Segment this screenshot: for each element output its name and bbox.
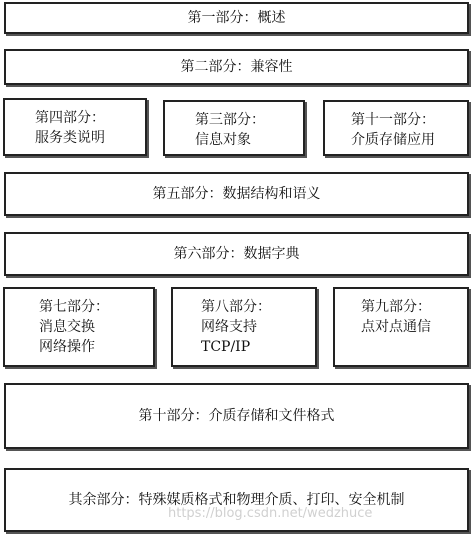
part9-desc: 点对点通信 (361, 319, 431, 335)
part9-point-to-point-box (333, 287, 469, 367)
watermark: https://blog.csdn.net/wedzhuce (168, 506, 373, 521)
part6-data-dictionary-box (4, 232, 469, 276)
part10-label: 第十部分：介质存储和文件格式 (138, 408, 335, 424)
part11-title: 第十一部分： (351, 112, 435, 128)
part7-desc-2: 网络操作 (39, 339, 95, 355)
part9-title: 第九部分： (361, 299, 431, 315)
part11-media-storage-app-box (323, 100, 469, 156)
part4-service-class-box (3, 98, 147, 156)
part7-title: 第七部分： (39, 299, 109, 315)
part1-overview-box (4, 2, 469, 34)
part8-network-support-box (171, 287, 317, 367)
part5-label: 第五部分：数据结构和语义 (152, 186, 321, 202)
part6-label: 第六部分：数据字典 (173, 246, 300, 262)
part11-desc: 介质存储应用 (351, 132, 435, 148)
other-parts-box (4, 468, 469, 532)
part8-desc-2: TCP/IP (201, 339, 251, 355)
part3-information-object-box (163, 100, 305, 156)
part8-desc-1: 网络支持 (201, 319, 257, 335)
part5-data-structure-box (4, 172, 469, 216)
part2-label: 第二部分：兼容性 (180, 59, 293, 75)
part7-message-exchange-box (3, 287, 155, 367)
part2-compatibility-box (4, 49, 469, 85)
part4-desc: 服务类说明 (35, 130, 105, 146)
part1-label: 第一部分：概述 (187, 10, 286, 26)
part10-media-storage-box (4, 383, 469, 449)
part3-title: 第三部分： (195, 112, 265, 128)
part7-desc-1: 消息交换 (39, 319, 95, 335)
part3-desc: 信息对象 (195, 132, 251, 148)
part4-title: 第四部分： (35, 110, 105, 126)
other-parts-label: 其余部分：特殊媒质格式和物理介质、打印、安全机制 (68, 492, 405, 508)
part8-title: 第八部分： (201, 299, 271, 315)
